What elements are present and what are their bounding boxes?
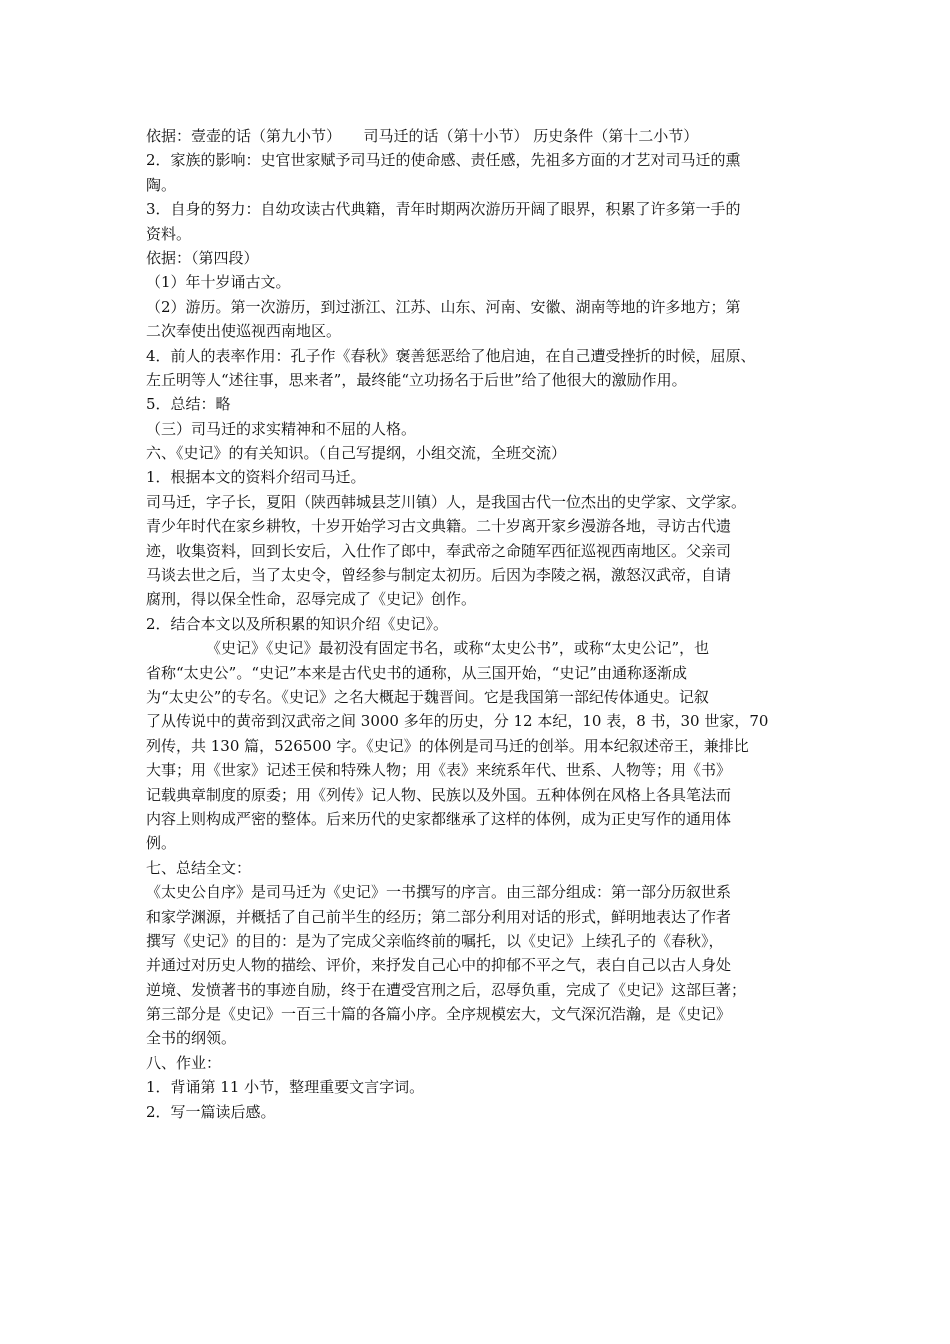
text-line: 并通过对历史人物的描绘、评价，来抒发自己心中的抑郁不平之气，表白自己以古人身处 [146, 956, 732, 975]
text-line: 内容上则构成严密的整体。后来历代的史家都继承了这样的体例，成为正史写作的通用体 [146, 809, 732, 828]
text-line: 列传，共 130 篇，526500 字。《史记》的体例是司马迁的创举。用本纪叙述帝王，兼排比 [146, 736, 749, 755]
text-line: 2．写一篇读后感。 [146, 1102, 276, 1121]
text-line: 青少年时代在家乡耕牧，十岁开始学习古文典籍。二十岁离开家乡漫游各地，寻访古代遗 [146, 517, 732, 536]
text-line: 第三部分是《史记》一百三十篇的各篇小序。全序规模宏大，文气深沉浩瀚，是《史记》 [146, 1005, 732, 1024]
section-heading: 七、总结全文： [146, 858, 252, 877]
text-line: 《太史公自序》是司马迁为《史记》一书撰写的序言。由三部分组成：第一部分历叙世系 [146, 883, 732, 902]
text-line: 省称“太史公”。“史记”本来是古代史书的通称，从三国开始，“史记”由通称逐渐成 [146, 663, 688, 682]
text-line: 陶。 [146, 175, 177, 194]
text-line: 左丘明等人“述往事，思来者”，最终能“立功扬名于后世”给了他很大的激励作用。 [146, 370, 687, 389]
section-heading: 六、《史记》的有关知识。（自己写提纲，小组交流，全班交流） [146, 444, 567, 463]
text-line: 撰写《史记》的目的：是为了完成父亲临终前的嘱托，以《史记》上续孔子的《春秋》， [146, 931, 724, 950]
text-line: 《史记》《史记》最初没有固定书名，或称“太史公书”，或称“太史公记”，也 [206, 639, 710, 658]
text-line: 4．前人的表率作用：孔子作《春秋》褒善惩恶给了他启迪，在自己遭受挫折的时候，屈原、 [146, 346, 756, 365]
text-line: 2．结合本文以及所积累的知识介绍《史记》。 [146, 614, 449, 633]
text-line: 1．背诵第 11 小节，整理重要文言字词。 [146, 1078, 425, 1097]
text-line: 二次奉使出使巡视西南地区。 [146, 322, 342, 341]
text-line: 资料。 [146, 224, 192, 243]
text-line: 依据：（第四段） [146, 248, 259, 267]
text-line: （2）游历。第一次游历，到过浙江、江苏、山东、河南、安徽、湖南等地的许多地方；第 [146, 297, 741, 316]
text-line: 3．自身的努力：自幼攻读古代典籍，青年时期两次游历开阔了眼界，积累了许多第一手的 [146, 200, 741, 219]
text-line: 逆境、发愤著书的事迹自励，终于在遭受宫刑之后，忍辱负重，完成了《史记》这部巨著； [146, 980, 747, 999]
text-line: 马谈去世之后，当了太史令，曾经参与制定太初历。后因为李陵之祸，激怒汉武帝，自请 [146, 566, 732, 585]
document-body [146, 124, 816, 1124]
text-line: 大事；用《世家》记述王侯和特殊人物；用《表》来统系年代、世系、人物等；用《书》 [146, 761, 732, 780]
text-line: 腐刑，得以保全性命，忍辱完成了《史记》创作。 [146, 590, 477, 609]
text-line: （三）司马迁的求实精神和不屈的人格。 [146, 419, 417, 438]
text-line: 了从传说中的黄帝到汉武帝之间 3000 多年的历史，分 12 本纪，10 表，8 书，30 世家，70 [146, 712, 769, 731]
text-line: 司马迁，字子长，夏阳（陕西韩城县芝川镇）人，是我国古代一位杰出的史学家、文学家。 [146, 492, 747, 511]
text-line: 依据：壹壶的话（第九小节） 司马迁的话（第十小节） 历史条件（第十二小节） [146, 127, 699, 145]
text-line: 全书的纲领。 [146, 1029, 237, 1048]
text-line: 5．总结：略 [146, 395, 231, 414]
text-line: 迹，收集资料，回到长安后，入仕作了郎中，奉武帝之命随军西征巡视西南地区。父亲司 [146, 541, 732, 560]
text-line: 和家学渊源，并概括了自己前半生的经历；第二部分利用对话的形式，鲜明地表达了作者 [146, 907, 732, 926]
text-line: 1．根据本文的资料介绍司马迁。 [146, 468, 366, 487]
text-line: 2．家族的影响：史官世家赋予司马迁的使命感、责任感，先祖多方面的才艺对司马迁的熏 [146, 151, 741, 170]
section-heading: 八、作业： [146, 1053, 222, 1072]
text-line: 例。 [146, 834, 177, 853]
text-line: 为“太史公”的专名。《史记》之名大概起于魏晋间。它是我国第一部纪传体通史。记叙 [146, 687, 709, 706]
text-line: 记载典章制度的原委；用《列传》记人物、民族以及外国。五种体例在风格上各具笔法而 [146, 785, 732, 804]
text-line: （1）年十岁诵古文。 [146, 273, 291, 292]
